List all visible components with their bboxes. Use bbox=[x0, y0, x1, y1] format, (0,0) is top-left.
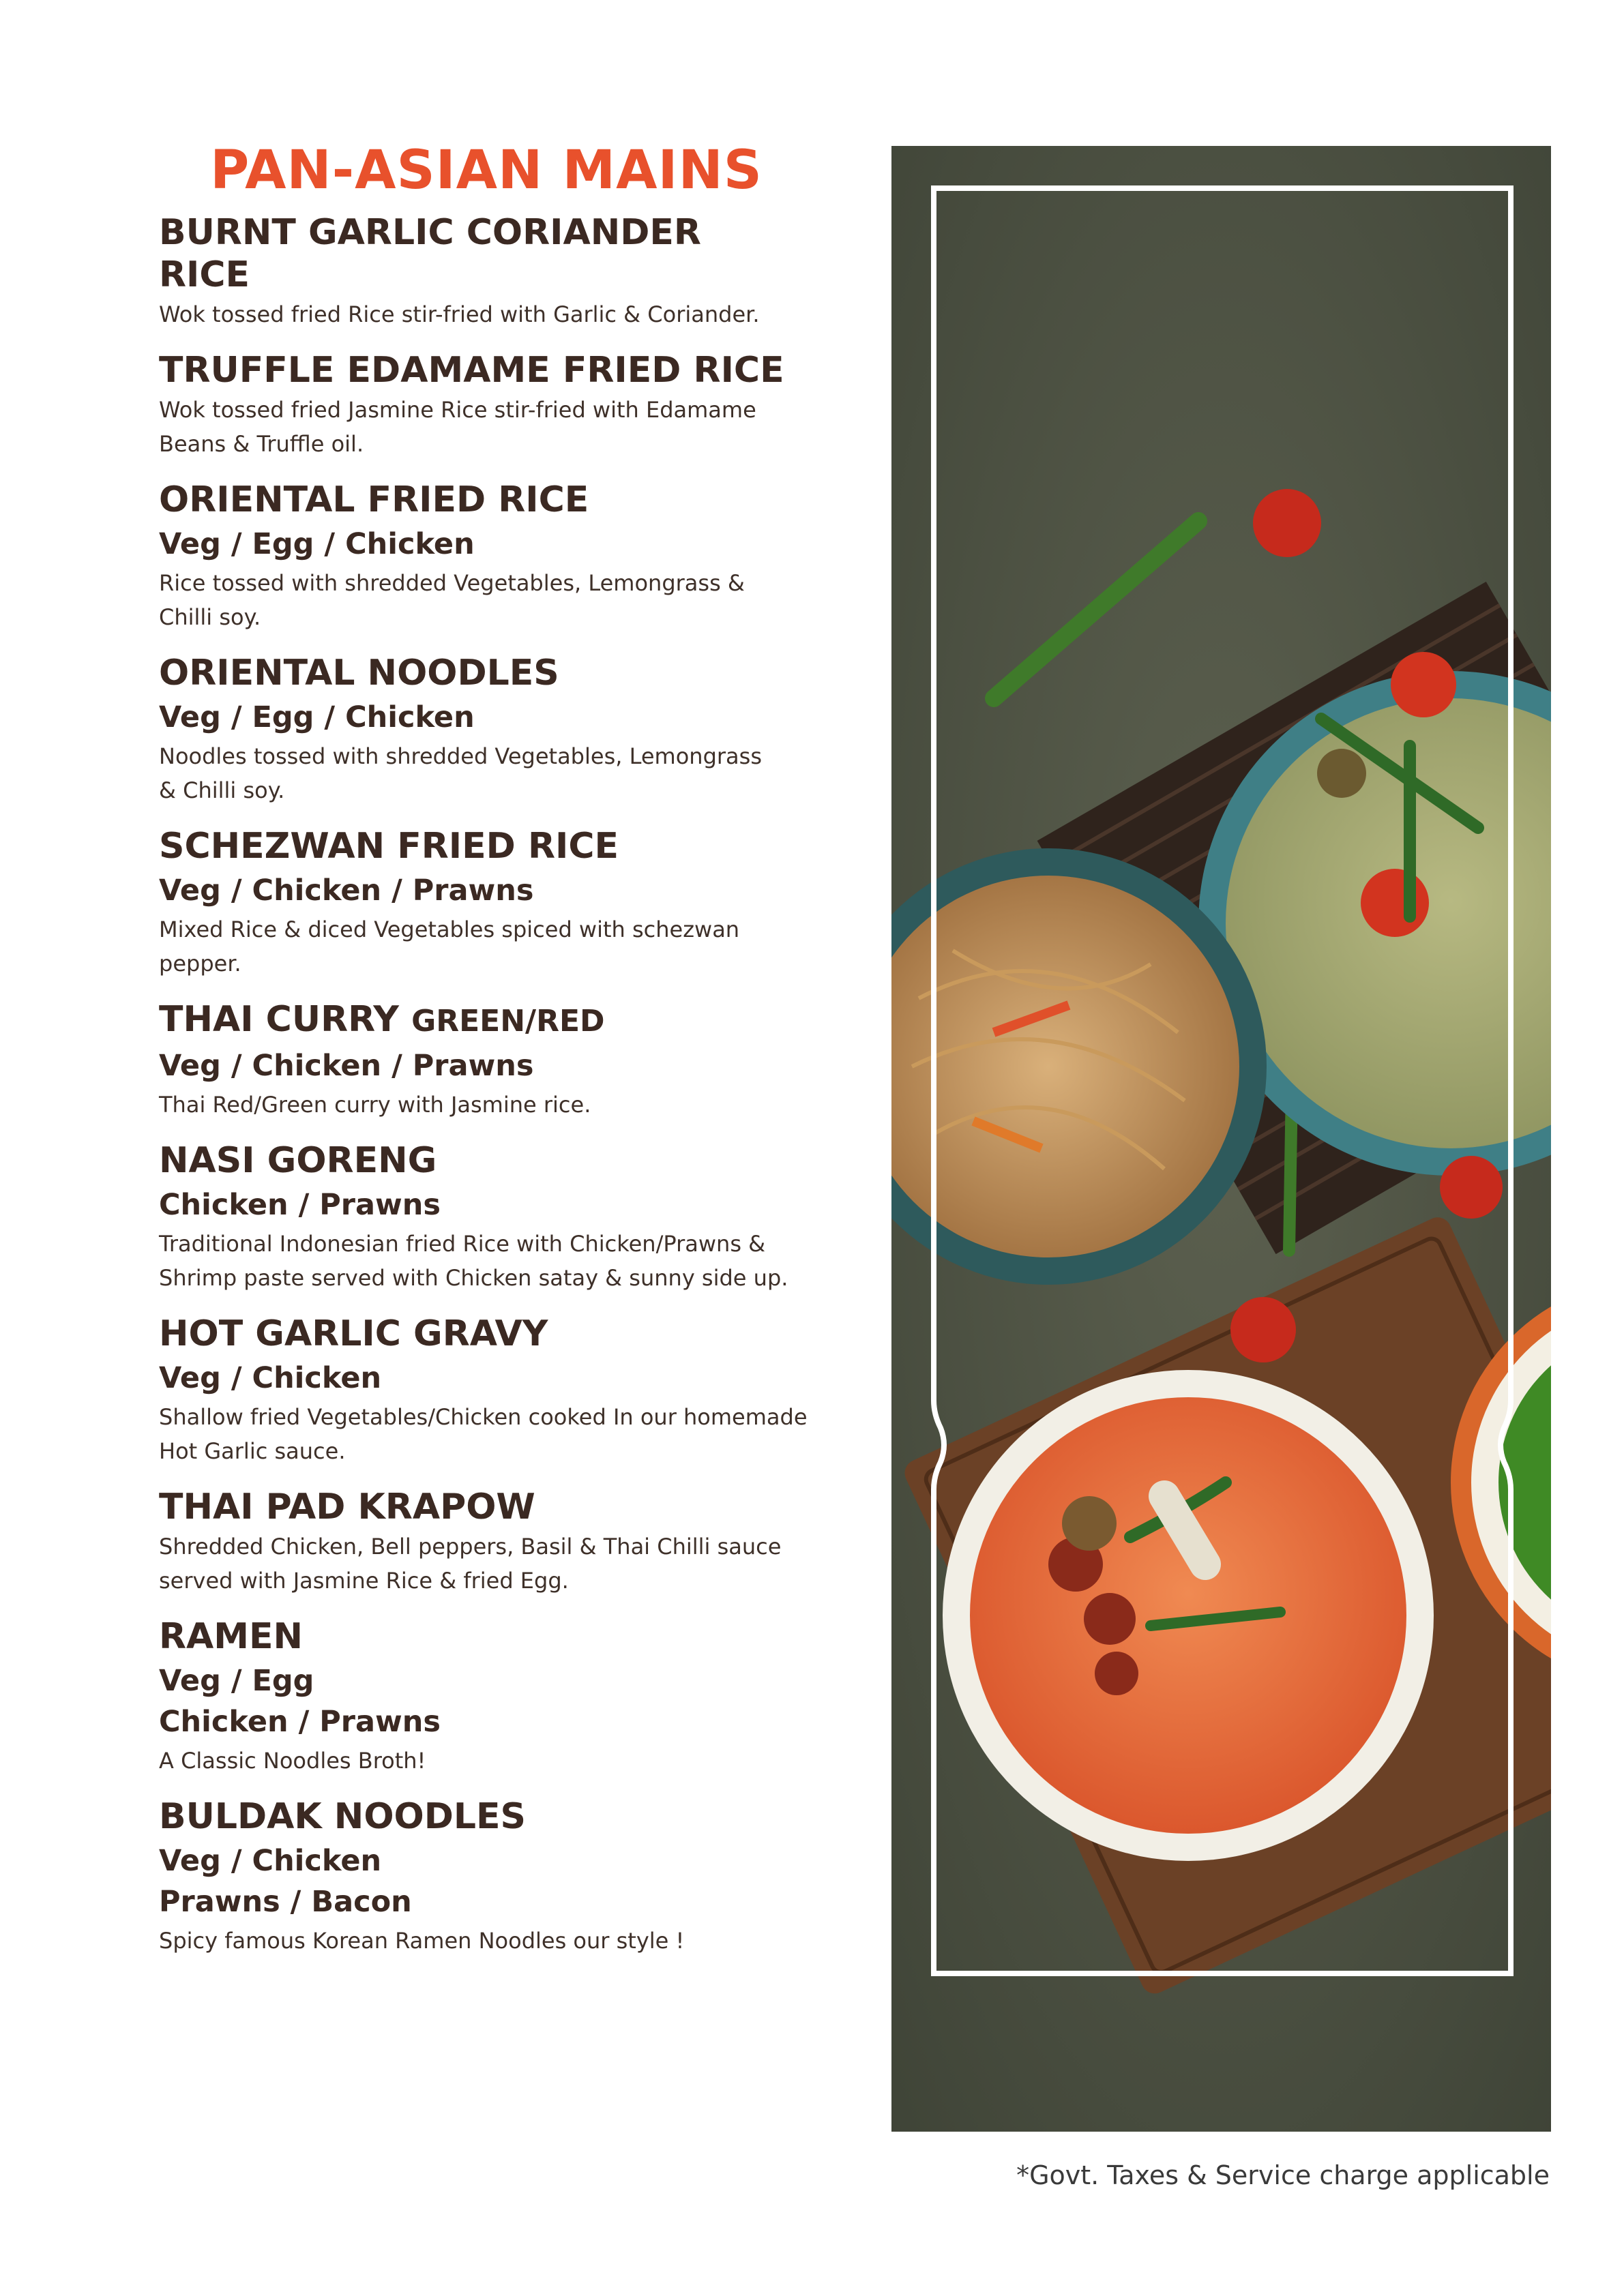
description-line: Noodles tossed with shredded Vegetables, Lemongrass bbox=[159, 743, 762, 769]
dish-name: BULDAK NOODLES bbox=[159, 1796, 527, 1837]
menu-item bbox=[159, 998, 841, 1122]
dish-description bbox=[159, 1530, 841, 1598]
menu-item bbox=[159, 211, 841, 331]
dish-name: ORIENTAL NOODLES bbox=[159, 653, 559, 694]
dish-name: ORIENTAL FRIED RICE bbox=[159, 479, 589, 520]
dish-description bbox=[159, 566, 841, 634]
description-line: Beans & Truffle oil. bbox=[159, 431, 364, 457]
dish-name-main: THAI CURRY bbox=[159, 999, 399, 1040]
dish-description: Wok tossed fried Rice stir-fried with Garlic & Coriander. bbox=[159, 301, 760, 327]
dish-description bbox=[159, 739, 841, 807]
dish-name: THAI PAD KRAPOW bbox=[159, 1487, 535, 1527]
description-line: Mixed Rice & diced Vegetables spiced with schezwan bbox=[159, 916, 740, 942]
dish-description: Spicy famous Korean Ramen Noodles our style ! bbox=[159, 1928, 685, 1954]
dish-options: Veg / Egg / Chicken bbox=[159, 527, 475, 561]
menu-item bbox=[159, 1313, 841, 1468]
dish-options: Veg / Chicken bbox=[159, 1361, 382, 1395]
dish-name: RAMEN bbox=[159, 1616, 304, 1657]
dish-name: SCHEZWAN FRIED RICE bbox=[159, 826, 619, 867]
menu-item bbox=[159, 479, 841, 634]
description-line: Shallow fried Vegetables/Chicken cooked In our homemade bbox=[159, 1404, 808, 1430]
dish-options: Veg / Chicken / Prawns bbox=[159, 1049, 534, 1083]
dish-description bbox=[159, 912, 841, 981]
dish-options: Chicken / Prawns bbox=[159, 1705, 441, 1739]
description-line: Wok tossed fried Jasmine Rice stir-fried with Edamame bbox=[159, 397, 756, 423]
description-line: Traditional Indonesian fried Rice with Chicken/Prawns & bbox=[159, 1231, 766, 1257]
dish-description: A Classic Noodles Broth! bbox=[159, 1748, 426, 1774]
dish-options: Veg / Chicken bbox=[159, 1844, 382, 1878]
footnote: *Govt. Taxes & Service charge applicable bbox=[1016, 2160, 1550, 2190]
dish-name: HOT GARLIC GRAVY bbox=[159, 1313, 548, 1354]
description-line: & Chilli soy. bbox=[159, 777, 285, 803]
description-line: pepper. bbox=[159, 951, 241, 976]
description-line: served with Jasmine Rice & fried Egg. bbox=[159, 1568, 569, 1594]
dish-description bbox=[159, 1227, 841, 1295]
dish-options: Prawns / Bacon bbox=[159, 1885, 412, 1919]
menu-item bbox=[159, 1615, 841, 1778]
dish-description bbox=[159, 393, 841, 461]
dish-options: Chicken / Prawns bbox=[159, 1188, 441, 1222]
description-line: Chilli soy. bbox=[159, 604, 261, 630]
dish-name-suffix: GREEN/RED bbox=[411, 1004, 605, 1039]
description-line: Hot Garlic sauce. bbox=[159, 1438, 346, 1464]
page-title: PAN-ASIAN MAINS bbox=[210, 140, 763, 201]
description-line: Shredded Chicken, Bell peppers, Basil & Thai Chilli sauce bbox=[159, 1534, 782, 1560]
dish-options: Veg / Chicken / Prawns bbox=[159, 874, 534, 908]
dish-name: NASI GORENG bbox=[159, 1140, 437, 1181]
description-line: Rice tossed with shredded Vegetables, Lemongrass & bbox=[159, 570, 745, 596]
dish-name-line: RICE bbox=[159, 254, 250, 295]
menu-list bbox=[159, 211, 841, 1976]
dish-name bbox=[159, 211, 841, 296]
menu-item bbox=[159, 652, 841, 807]
dish-description: Thai Red/Green curry with Jasmine rice. bbox=[159, 1092, 591, 1118]
dish-options: Veg / Egg bbox=[159, 1664, 314, 1698]
dish-options: Veg / Egg / Chicken bbox=[159, 700, 475, 734]
dish-description bbox=[159, 1400, 841, 1468]
menu-item bbox=[159, 1795, 841, 1958]
description-line: Shrimp paste served with Chicken satay & sunny side up. bbox=[159, 1265, 788, 1291]
food-photo-illustration bbox=[891, 146, 1551, 2132]
menu-item bbox=[159, 349, 841, 461]
food-photo bbox=[891, 146, 1551, 2132]
dish-name bbox=[159, 998, 841, 1043]
menu-item bbox=[159, 1139, 841, 1295]
menu-item bbox=[159, 1486, 841, 1598]
dish-name: TRUFFLE EDAMAME FRIED RICE bbox=[159, 350, 784, 391]
dish-name-line: BURNT GARLIC CORIANDER bbox=[159, 212, 701, 253]
menu-item bbox=[159, 825, 841, 981]
